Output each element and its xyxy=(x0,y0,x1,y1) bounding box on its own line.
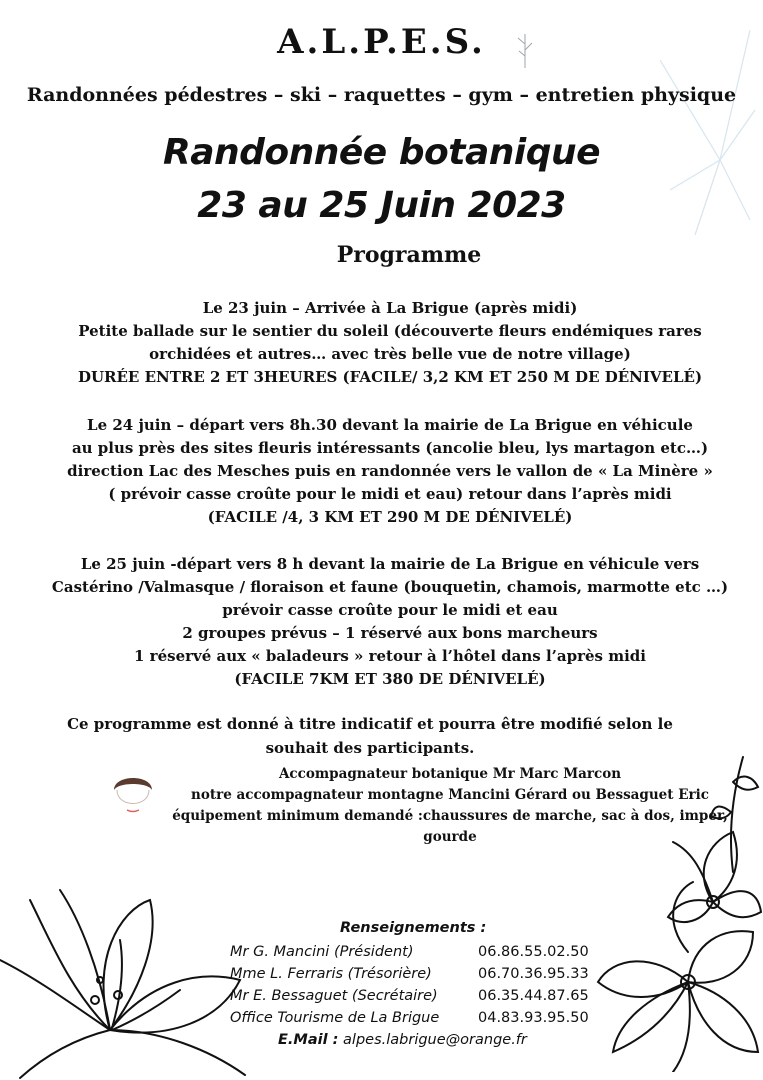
day-3-line: (FACILE 7KM ET 380 DE DÉNIVELÉ) xyxy=(234,670,546,688)
contact-phone: 06.35.44.87.65 xyxy=(478,988,589,1004)
programme-heading: Programme xyxy=(336,242,482,268)
contact-phone: 06.86.55.02.50 xyxy=(478,944,589,960)
day-3-line: 1 réservé aux « baladeurs » retour à l’hôtel dans l’après midi xyxy=(134,647,646,665)
day-3-line: prévoir casse croûte pour le midi et eau xyxy=(222,601,558,619)
event-title: Randonnée botanique xyxy=(162,132,601,173)
contact-phone: 04.83.93.95.50 xyxy=(478,1010,589,1026)
contact-name: Mr E. Bessaguet (Secrétaire) xyxy=(230,988,438,1004)
day-1-line: DURÉE ENTRE 2 ET 3HEURES (FACILE/ 3,2 KM ET 250 M DE DÉNIVELÉ) xyxy=(77,368,703,386)
day-2-block xyxy=(20,414,760,529)
day-2-line: ( prévoir casse croûte pour le midi et eau) retour dans l’après midi xyxy=(108,485,672,503)
day-3-block xyxy=(20,553,760,691)
contact-row xyxy=(230,966,600,988)
contact-row xyxy=(230,1010,600,1032)
day-2-line: Le 24 juin – départ vers 8h.30 devant la mairie de La Brigue en véhicule xyxy=(87,416,693,434)
contact-row xyxy=(230,944,600,966)
guides-line: notre accompagnateur montagne Mancini Gérard ou Bessaguet Eric xyxy=(191,787,709,803)
organization-title: A.L.P.E.S. xyxy=(277,22,486,62)
day-2-line: (FACILE /4, 3 KM ET 290 M DE DÉNIVELÉ) xyxy=(207,508,573,526)
day-3-line: Le 25 juin -départ vers 8 h devant la mairie de La Brigue en véhicule vers xyxy=(80,555,700,573)
guides-line: équipement minimum demandé :chaussures de marche, sac à dos, imper, xyxy=(172,808,728,824)
day-1-line: Le 23 juin – Arrivée à La Brigue (après midi) xyxy=(202,299,578,317)
day-2-line: au plus près des sites fleuris intéressants (ancolie bleu, lys martagon etc…) xyxy=(71,439,709,457)
contact-phone: 06.70.36.95.33 xyxy=(478,966,589,982)
disclaimer-line: souhait des participants. xyxy=(265,739,475,757)
day-1-line: orchidées et autres… avec très belle vue de notre village) xyxy=(149,345,631,363)
contacts-heading: Renseignements : xyxy=(340,920,487,936)
guides-line: Accompagnateur botanique Mr Marc Marcon xyxy=(278,766,622,782)
email-link[interactable]: alpes.labrigue@orange.fr xyxy=(343,1032,527,1048)
email-row xyxy=(278,1032,527,1048)
disclaimer-line: Ce programme est donné à titre indicatif et pourra être modifié selon le xyxy=(67,715,673,733)
flower-illustration-icon xyxy=(593,752,763,1072)
flower-illustration-icon xyxy=(0,880,250,1080)
day-1-line: Petite ballade sur le sentier du soleil (découverte fleurs endémiques rares xyxy=(78,322,702,340)
contact-name: Mr G. Mancini (Président) xyxy=(230,944,414,960)
contact-row xyxy=(230,988,600,1010)
day-3-line: Castérino /Valmasque / floraison et faune (bouquetin, chamois, marmotte etc …) xyxy=(51,578,729,596)
email-label: E.Mail : xyxy=(278,1032,339,1048)
activities-subtitle: Randonnées pédestres – ski – raquettes – gym – entretien physique xyxy=(26,84,737,106)
avatar-icon xyxy=(108,768,158,824)
contact-name: Office Tourisme de La Brigue xyxy=(230,1010,440,1026)
day-2-line: direction Lac des Mesches puis en randonnée vers le vallon de « La Minère » xyxy=(67,462,713,480)
guides-line: gourde xyxy=(423,829,477,845)
day-1-block xyxy=(20,297,760,389)
contact-name: Mme L. Ferraris (Trésorière) xyxy=(230,966,432,982)
event-dates: 23 au 25 Juin 2023 xyxy=(197,185,566,226)
day-3-line: 2 groupes prévus – 1 réservé aux bons marcheurs xyxy=(182,624,598,642)
